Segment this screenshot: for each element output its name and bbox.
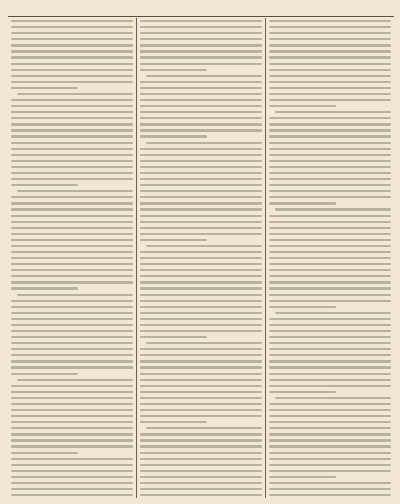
text-line — [140, 492, 262, 498]
text-column-right — [265, 18, 394, 498]
text-line — [269, 492, 391, 498]
text-column-left — [8, 18, 136, 498]
text-columns — [8, 18, 394, 498]
text-line — [11, 492, 133, 498]
running-head — [8, 4, 394, 17]
text-column-middle — [136, 18, 265, 498]
